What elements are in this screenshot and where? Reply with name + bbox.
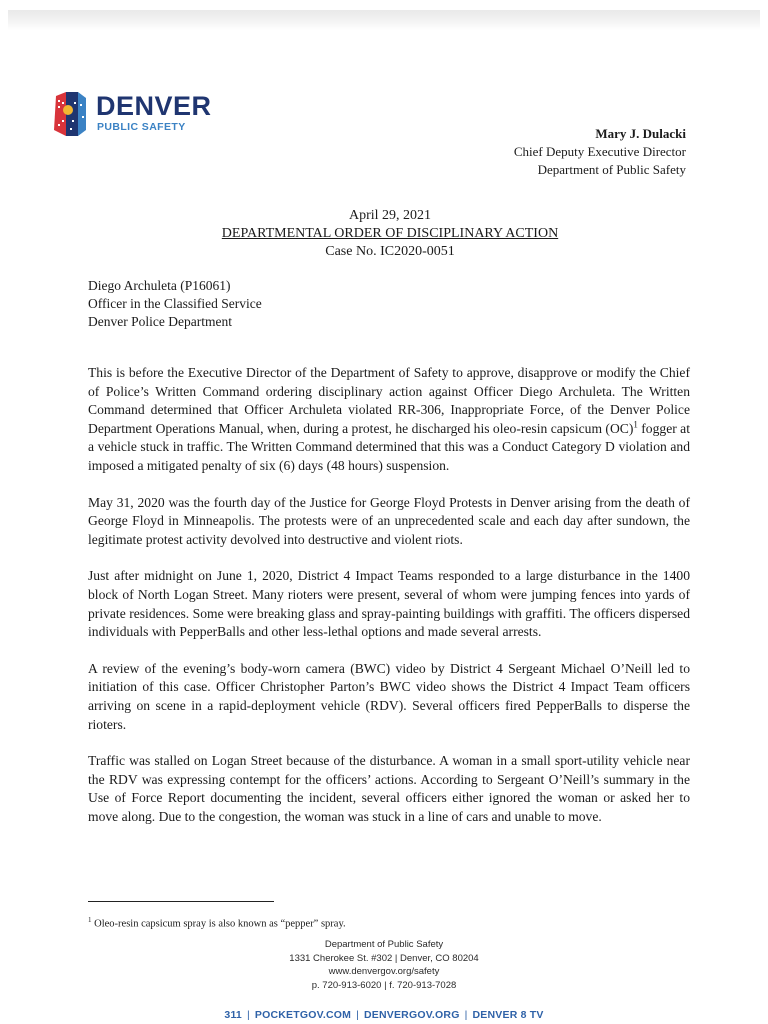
footer-links bbox=[134, 1009, 634, 1021]
logo-subtitle: PUBLIC SAFETY bbox=[97, 121, 186, 133]
recipient-block bbox=[88, 277, 262, 331]
footer-link-denvergov: DENVERGOV.ORG bbox=[364, 1009, 460, 1021]
footer-separator: | bbox=[246, 1009, 250, 1021]
footer-link-pocketgov: POCKETGOV.COM bbox=[254, 1009, 352, 1021]
document-date: April 29, 2021 bbox=[348, 208, 432, 223]
paragraph-text: fogger at a vehicle stuck in traffic. The Written Command determined that this was a Conduct Category D violation and imposed a mitigated penalty of six (6) days (48 hours) suspension. bbox=[88, 420, 690, 473]
recipient-department: Denver Police Department bbox=[88, 314, 232, 329]
denver-seal-icon bbox=[52, 90, 88, 138]
document-body bbox=[88, 364, 690, 844]
document-title: DEPARTMENTAL ORDER OF DISCIPLINARY ACTION bbox=[221, 226, 559, 241]
body-paragraph: Just after midnight on June 1, 2020, District 4 Impact Teams responded to a large disturbance in the 1400 block of North Logan Street. Many rioters were present, several of whom were jumping fences into yards of private residences. Some were breaking glass and spray-painting buildings with graffiti. The officers dispersed individuals with PepperBalls and other less-lethal options and made several arrests. bbox=[88, 568, 690, 640]
paragraph-text: This is before the Executive Director of the Department of Safety to approve, disapprove or modify the Chief of Police’s Written Command ordering disciplinary action against Officer Diego Archuleta. The Written Command determined that Officer Archuleta violated RR-306, Inappropriate Force, of the Denver Police Department Operations Manual, when, during a protest, he discharged his oleo-resin capsicum (OC) bbox=[88, 365, 690, 436]
footnote-text: Oleo-resin capsicum spray is also known as “pepper” spray. bbox=[91, 918, 346, 930]
footnote bbox=[88, 913, 346, 932]
footer-address: 1331 Cherokee St. #302 | Denver, CO 80204 bbox=[289, 952, 479, 964]
footnote-reference: 1 bbox=[633, 419, 638, 430]
sender-name: Mary J. Dulacki bbox=[595, 126, 686, 141]
body-paragraph: A review of the evening’s body-worn camera (BWC) video by District 4 Sergeant Michael O’Neill led to initiation of this case. Officer Christopher Parton’s BWC video shows the District 4 Impact Team officers arriving on scene in a rapid-deployment vehicle (RDV). Several officers fired PepperBalls to disperse the rioters. bbox=[88, 660, 690, 732]
sender-block bbox=[514, 125, 686, 179]
sender-title: Chief Deputy Executive Director bbox=[513, 144, 686, 159]
recipient-name: Diego Archuleta (P16061) bbox=[88, 278, 231, 293]
footer-phone-fax: p. 720-913-6020 | f. 720-913-7028 bbox=[311, 979, 457, 991]
footnote-marker: 1 bbox=[88, 916, 92, 924]
footer-link-311: 311 bbox=[224, 1009, 242, 1021]
footer-department: Department of Public Safety bbox=[324, 939, 444, 950]
footer-separator: | bbox=[464, 1009, 468, 1021]
document-heading bbox=[150, 207, 630, 261]
recipient-role: Officer in the Classified Service bbox=[88, 296, 262, 311]
body-paragraph bbox=[88, 364, 690, 476]
footer-website: www.denvergov.org/safety bbox=[328, 966, 440, 977]
page-footer bbox=[184, 938, 584, 992]
footer-link-denver8tv: DENVER 8 TV bbox=[472, 1009, 544, 1021]
body-paragraph: May 31, 2020 was the fourth day of the Justice for George Floyd Protests in Denver arising from the death of George Floyd in Minneapolis. The protests were of an unprecedented scale and each day after sundown, the legitimate protest activity devolved into destructive and violent riots. bbox=[88, 494, 690, 547]
case-number: Case No. IC2020-0051 bbox=[325, 244, 455, 259]
logo-wordmark: DENVER bbox=[96, 91, 212, 121]
denver-public-safety-logo bbox=[52, 90, 252, 138]
footnote-divider bbox=[88, 901, 274, 902]
footer-separator: | bbox=[356, 1009, 359, 1021]
sender-department: Department of Public Safety bbox=[537, 162, 686, 177]
body-paragraph: Traffic was stalled on Logan Street because of the disturbance. A woman in a small sport-utility vehicle near the RDV was expressing contempt for the officers’ actions. According to Sergeant O’Neill’s summary in the Use of Force Report documenting the incident, several officers either ignored the woman or asked her to move along. Due to the congestion, the woman was stuck in a line of cars and unable to move. bbox=[88, 753, 690, 824]
scan-edge-shadow bbox=[8, 10, 760, 30]
